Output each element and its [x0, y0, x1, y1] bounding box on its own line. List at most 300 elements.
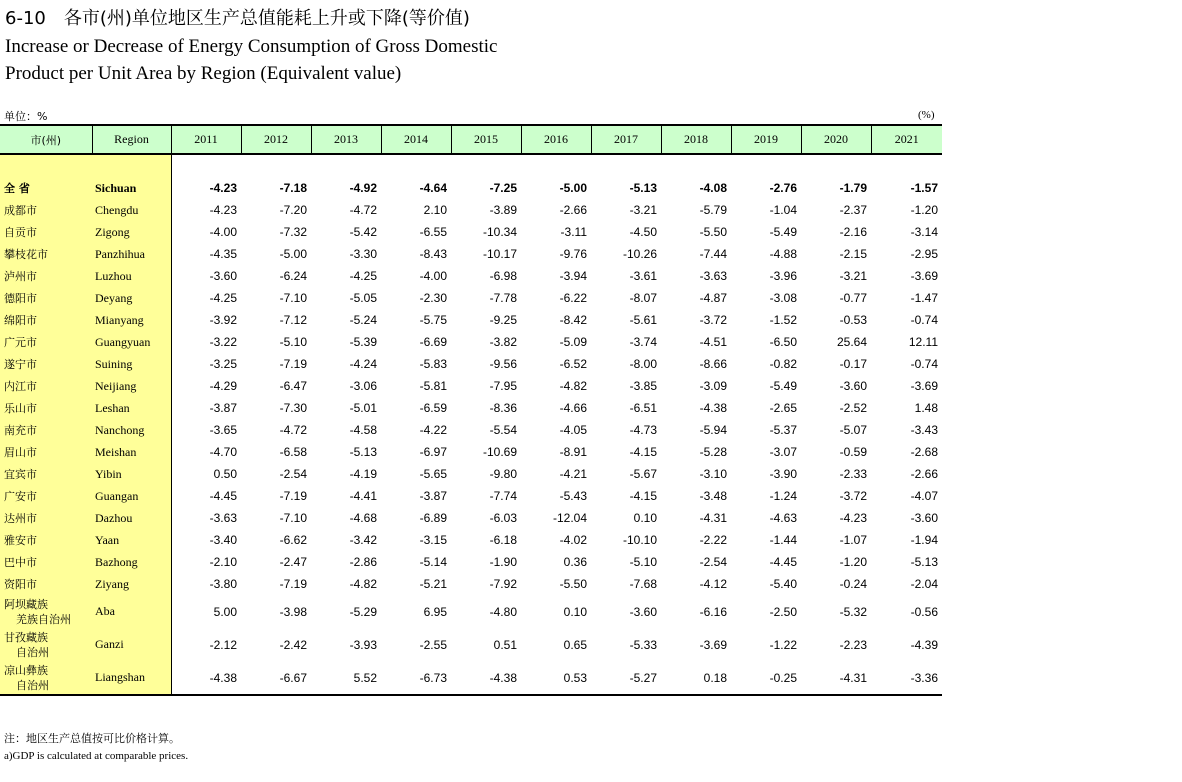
- region-name-cn: 内江市: [0, 375, 92, 397]
- value-cell: -4.82: [349, 577, 377, 591]
- title-en-line1: Increase or Decrease of Energy Consumption of Gross Domestic: [5, 36, 498, 57]
- region-name-en: Aba: [92, 595, 171, 628]
- spacer-cell: [871, 154, 942, 177]
- region-name-en: Panzhihua: [92, 243, 171, 265]
- value-cell: 0.65: [563, 637, 587, 652]
- value-cell: -3.11: [560, 225, 587, 239]
- region-name-en: Mianyang: [92, 309, 171, 331]
- value-cell: -3.36: [871, 661, 942, 695]
- value-cell: -2.66: [910, 467, 938, 481]
- value-cell: -3.21: [839, 269, 867, 283]
- table-row: [0, 375, 942, 397]
- value-cell: -3.09: [699, 379, 727, 393]
- value-cell: -4.39: [910, 637, 938, 652]
- region-name-cn: 资阳市: [0, 573, 92, 595]
- value-cell: -3.96: [769, 269, 797, 283]
- value-cell: -1.20: [910, 203, 938, 217]
- value-cell: -3.60: [209, 269, 237, 283]
- value-cell: -4.07: [910, 489, 938, 503]
- value-cell: -6.97: [419, 445, 447, 459]
- value-cell: -3.48: [699, 489, 727, 503]
- region-name-cn-line2: 羌族自治州: [16, 612, 71, 626]
- table-row: [0, 573, 942, 595]
- value-cell: -5.01: [349, 401, 377, 415]
- value-cell: -4.21: [559, 467, 587, 481]
- value-cell: -5.32: [839, 604, 867, 619]
- table-row: [0, 529, 942, 551]
- region-name-en: Yaan: [92, 529, 171, 551]
- value-cell: -8.42: [559, 313, 587, 327]
- table-row: [0, 199, 942, 221]
- value-cell: -6.24: [279, 269, 307, 283]
- value-cell: -6.47: [279, 379, 307, 393]
- value-cell: -4.38: [171, 661, 241, 695]
- value-cell: 0.51: [493, 637, 517, 652]
- value-cell: -6.67: [241, 661, 311, 695]
- value-cell: -4.80: [489, 604, 517, 619]
- region-name-cn: [0, 595, 92, 628]
- value-cell: -4.64: [419, 181, 447, 195]
- value-cell: -3.08: [769, 291, 797, 305]
- value-cell: -2.15: [839, 247, 867, 261]
- value-cell: -2.23: [839, 637, 867, 652]
- region-name-cn: 宜宾市: [0, 463, 92, 485]
- value-cell: -4.38: [699, 401, 727, 415]
- region-name-en: Dazhou: [92, 507, 171, 529]
- value-cell: -6.69: [419, 335, 447, 349]
- value-cell: -4.73: [629, 423, 657, 437]
- value-cell: -2.37: [839, 203, 867, 217]
- value-cell: -4.72: [349, 203, 377, 217]
- value-cell: -3.42: [349, 533, 377, 547]
- value-cell: -0.53: [839, 313, 867, 327]
- region-name-cn-line1: 凉山彝族: [4, 663, 48, 677]
- region-name-en: Liangshan: [92, 661, 171, 695]
- table-row: [0, 287, 942, 309]
- spacer-cell: [241, 154, 311, 177]
- value-cell: -4.41: [349, 489, 377, 503]
- value-cell: -4.45: [769, 555, 797, 569]
- table-row: [0, 397, 942, 419]
- value-cell: -9.76: [559, 247, 587, 261]
- value-cell: -4.00: [419, 269, 447, 283]
- value-cell: -6.62: [279, 533, 307, 547]
- value-cell: -4.15: [629, 445, 657, 459]
- value-cell: -4.19: [349, 467, 377, 481]
- region-name-en: Meishan: [92, 441, 171, 463]
- region-name-en: Nanchong: [92, 419, 171, 441]
- region-name-cn: [0, 628, 92, 661]
- value-cell: -1.20: [839, 555, 867, 569]
- value-cell: -6.55: [419, 225, 447, 239]
- value-cell: 1.48: [914, 401, 938, 415]
- value-cell: -4.23: [839, 511, 867, 525]
- value-cell: -5.50: [699, 225, 727, 239]
- table-row: [0, 331, 942, 353]
- header-year: 2019: [731, 125, 801, 154]
- region-name-cn-line2: 自治州: [16, 645, 49, 659]
- spacer-cell: [801, 154, 871, 177]
- table-row: [0, 419, 942, 441]
- table-row: [0, 441, 942, 463]
- value-cell: -3.60: [839, 379, 867, 393]
- value-cell: -5.49: [769, 379, 797, 393]
- value-cell: -1.07: [839, 533, 867, 547]
- value-cell: -2.52: [839, 401, 867, 415]
- value-cell: -7.74: [489, 489, 517, 503]
- footnote-en: a)GDP is calculated at comparable prices.: [4, 750, 189, 762]
- value-cell: -4.66: [559, 401, 587, 415]
- header-year: 2017: [591, 125, 661, 154]
- value-cell: -2.68: [910, 445, 938, 459]
- value-cell: -6.59: [419, 401, 447, 415]
- value-cell: -2.86: [349, 555, 377, 569]
- value-cell: -2.50: [769, 604, 797, 619]
- value-cell: -5.79: [699, 203, 727, 217]
- value-cell: -5.49: [769, 225, 797, 239]
- spacer-cell: [381, 154, 451, 177]
- value-cell: -8.00: [629, 357, 657, 371]
- value-cell: -3.40: [209, 533, 237, 547]
- header-year: 2014: [381, 125, 451, 154]
- region-name-cn-line1: 阿坝藏族: [4, 597, 48, 611]
- value-cell: -4.08: [699, 181, 727, 195]
- value-cell: -5.50: [559, 577, 587, 591]
- value-cell: -4.92: [349, 181, 377, 195]
- value-cell: -6.52: [559, 357, 587, 371]
- value-cell: 6.95: [423, 604, 447, 619]
- table-row: [0, 177, 942, 199]
- value-cell: -6.03: [489, 511, 517, 525]
- value-cell: -5.07: [839, 423, 867, 437]
- spacer-cell: [731, 154, 801, 177]
- value-cell: -6.22: [559, 291, 587, 305]
- value-cell: -4.63: [769, 511, 797, 525]
- page-title-cn: [5, 4, 470, 30]
- value-cell: -6.89: [419, 511, 447, 525]
- value-cell: -10.26: [622, 247, 657, 261]
- value-cell: -0.24: [839, 577, 867, 591]
- value-cell: -5.13: [349, 445, 377, 459]
- table-row: [0, 551, 942, 573]
- value-cell: -4.00: [209, 225, 237, 239]
- value-cell: -4.05: [559, 423, 587, 437]
- table-row: [0, 221, 942, 243]
- value-cell: -7.95: [489, 379, 517, 393]
- value-cell: -2.16: [839, 225, 867, 239]
- value-cell: -7.32: [279, 225, 307, 239]
- value-cell: -3.74: [629, 335, 657, 349]
- region-name-cn: 泸州市: [0, 265, 92, 287]
- value-cell: -3.10: [699, 467, 727, 481]
- value-cell: -4.22: [419, 423, 447, 437]
- spacer-cell: [661, 154, 731, 177]
- spacer-cell: [451, 154, 521, 177]
- value-cell: 0.36: [563, 555, 587, 569]
- value-cell: -7.18: [279, 181, 307, 195]
- value-cell: -4.15: [629, 489, 657, 503]
- value-cell: -5.00: [559, 181, 587, 195]
- value-cell: -5.09: [559, 335, 587, 349]
- value-cell: -4.35: [209, 247, 237, 261]
- value-cell: -7.19: [279, 489, 307, 503]
- value-cell: -3.25: [209, 357, 237, 371]
- value-cell: -2.65: [769, 401, 797, 415]
- value-cell: -3.89: [489, 203, 517, 217]
- spacer-cell: [171, 154, 241, 177]
- region-name-en: Leshan: [92, 397, 171, 419]
- value-cell: -2.76: [769, 181, 797, 195]
- value-cell: -7.10: [279, 511, 307, 525]
- value-cell: -0.25: [731, 661, 801, 695]
- region-name-cn: 巴中市: [0, 551, 92, 573]
- region-name-cn: 达州市: [0, 507, 92, 529]
- value-cell: -1.24: [769, 489, 797, 503]
- value-cell: -2.12: [209, 637, 237, 652]
- value-cell: -3.43: [910, 423, 938, 437]
- table-row: [0, 628, 942, 661]
- value-cell: -5.28: [699, 445, 727, 459]
- value-cell: 0.53: [521, 661, 591, 695]
- value-cell: -2.42: [279, 637, 307, 652]
- value-cell: -12.04: [552, 511, 587, 525]
- value-cell: -4.51: [699, 335, 727, 349]
- value-cell: -3.72: [839, 489, 867, 503]
- value-cell: -6.50: [769, 335, 797, 349]
- value-cell: -6.16: [699, 604, 727, 619]
- value-cell: -0.59: [839, 445, 867, 459]
- value-cell: 0.10: [563, 604, 587, 619]
- value-cell: -10.69: [482, 445, 517, 459]
- value-cell: -4.31: [801, 661, 871, 695]
- value-cell: -2.66: [559, 203, 587, 217]
- spacer-cell: [591, 154, 661, 177]
- value-cell: -10.34: [482, 225, 517, 239]
- value-cell: 0.18: [661, 661, 731, 695]
- value-cell: -7.10: [279, 291, 307, 305]
- value-cell: -7.78: [489, 291, 517, 305]
- region-name-en: Luzhou: [92, 265, 171, 287]
- value-cell: -4.24: [349, 357, 377, 371]
- value-cell: -5.39: [349, 335, 377, 349]
- region-name-cn: 攀枝花市: [0, 243, 92, 265]
- value-cell: -7.19: [279, 577, 307, 591]
- value-cell: 2.10: [423, 203, 447, 217]
- value-cell: -3.60: [629, 604, 657, 619]
- region-name-cn: 广安市: [0, 485, 92, 507]
- value-cell: -3.80: [209, 577, 237, 591]
- region-name-cn: 自贡市: [0, 221, 92, 243]
- value-cell: -4.12: [699, 577, 727, 591]
- value-cell: -9.56: [489, 357, 517, 371]
- value-cell: -1.47: [910, 291, 938, 305]
- value-cell: -2.04: [910, 577, 938, 591]
- value-cell: -3.22: [209, 335, 237, 349]
- value-cell: -3.98: [279, 604, 307, 619]
- region-name-en: Guangan: [92, 485, 171, 507]
- value-cell: -1.90: [489, 555, 517, 569]
- value-cell: -4.82: [559, 379, 587, 393]
- region-name-en: Bazhong: [92, 551, 171, 573]
- value-cell: -5.81: [419, 379, 447, 393]
- value-cell: -0.74: [910, 313, 938, 327]
- value-cell: -5.13: [910, 555, 938, 569]
- value-cell: -5.54: [489, 423, 517, 437]
- value-cell: -5.27: [591, 661, 661, 695]
- value-cell: -3.85: [629, 379, 657, 393]
- region-name-en: Yibin: [92, 463, 171, 485]
- region-name-en: Chengdu: [92, 199, 171, 221]
- value-cell: -2.33: [839, 467, 867, 481]
- value-cell: -1.44: [769, 533, 797, 547]
- region-name-cn: 成都市: [0, 199, 92, 221]
- table-row: [0, 353, 942, 375]
- value-cell: -4.68: [349, 511, 377, 525]
- value-cell: -5.21: [419, 577, 447, 591]
- value-cell: -5.75: [419, 313, 447, 327]
- region-name-en: Ganzi: [92, 628, 171, 661]
- region-name-cn-line2: 自治州: [16, 678, 49, 692]
- header-year: 2012: [241, 125, 311, 154]
- value-cell: -3.87: [419, 489, 447, 503]
- region-name-cn: [0, 661, 92, 695]
- value-cell: -3.65: [209, 423, 237, 437]
- value-cell: -3.14: [910, 225, 938, 239]
- value-cell: -4.87: [699, 291, 727, 305]
- value-cell: -4.50: [629, 225, 657, 239]
- value-cell: -2.30: [419, 291, 447, 305]
- value-cell: -3.06: [349, 379, 377, 393]
- value-cell: -6.18: [489, 533, 517, 547]
- value-cell: -6.51: [629, 401, 657, 415]
- value-cell: -3.07: [769, 445, 797, 459]
- value-cell: -5.67: [629, 467, 657, 481]
- table-body: [0, 154, 942, 695]
- value-cell: -4.70: [209, 445, 237, 459]
- value-cell: -7.20: [279, 203, 307, 217]
- value-cell: -4.31: [699, 511, 727, 525]
- value-cell: -5.33: [629, 637, 657, 652]
- table-number: 6-10: [5, 8, 46, 29]
- value-cell: -5.83: [419, 357, 447, 371]
- region-name-cn: 遂宁市: [0, 353, 92, 375]
- region-name-cn-line1: 甘孜藏族: [4, 630, 48, 644]
- header-year: 2016: [521, 125, 591, 154]
- value-cell: -7.68: [629, 577, 657, 591]
- footnote-cn: 注：地区生产总值按可比价格计算。: [4, 732, 180, 745]
- value-cell: -1.79: [839, 181, 867, 195]
- value-cell: -5.61: [629, 313, 657, 327]
- value-cell: -1.22: [769, 637, 797, 652]
- value-cell: -5.94: [699, 423, 727, 437]
- value-cell: -5.14: [419, 555, 447, 569]
- table-row: [0, 309, 942, 331]
- value-cell: -4.72: [279, 423, 307, 437]
- value-cell: -7.25: [489, 181, 517, 195]
- value-cell: -0.82: [769, 357, 797, 371]
- value-cell: -8.66: [699, 357, 727, 371]
- value-cell: -2.10: [209, 555, 237, 569]
- region-name-cn: 广元市: [0, 331, 92, 353]
- value-cell: -1.94: [910, 533, 938, 547]
- value-cell: -3.30: [349, 247, 377, 261]
- region-name-cn: 南充市: [0, 419, 92, 441]
- value-cell: -3.61: [629, 269, 657, 283]
- value-cell: -10.10: [622, 533, 657, 547]
- region-name-en: Ziyang: [92, 573, 171, 595]
- value-cell: -2.47: [279, 555, 307, 569]
- title-text-cn: 各市(州)单位地区生产总值能耗上升或下降(等价值): [63, 8, 470, 29]
- value-cell: -2.22: [699, 533, 727, 547]
- value-cell: -0.77: [839, 291, 867, 305]
- value-cell: -3.90: [769, 467, 797, 481]
- value-cell: -7.92: [489, 577, 517, 591]
- header-region-en: Region: [92, 125, 171, 154]
- value-cell: -2.95: [910, 247, 938, 261]
- header-year: 2011: [171, 125, 241, 154]
- value-cell: -3.60: [910, 511, 938, 525]
- value-cell: -6.73: [381, 661, 451, 695]
- value-cell: -3.93: [349, 637, 377, 652]
- value-cell: -9.80: [489, 467, 517, 481]
- header-year: 2018: [661, 125, 731, 154]
- value-cell: 0.10: [633, 511, 657, 525]
- value-cell: -8.43: [419, 247, 447, 261]
- value-cell: -4.38: [451, 661, 521, 695]
- value-cell: -3.63: [209, 511, 237, 525]
- table-spacer-row: [0, 154, 942, 177]
- table-row: [0, 463, 942, 485]
- value-cell: -2.54: [279, 467, 307, 481]
- value-cell: -5.24: [349, 313, 377, 327]
- value-cell: -1.04: [769, 203, 797, 217]
- value-cell: -5.40: [769, 577, 797, 591]
- value-cell: 5.52: [311, 661, 381, 695]
- value-cell: -4.25: [209, 291, 237, 305]
- value-cell: -4.02: [559, 533, 587, 547]
- spacer-cell: [311, 154, 381, 177]
- region-name-en: Deyang: [92, 287, 171, 309]
- table-row: [0, 595, 942, 628]
- value-cell: -5.00: [279, 247, 307, 261]
- value-cell: -2.55: [419, 637, 447, 652]
- value-cell: -0.17: [839, 357, 867, 371]
- table-row: [0, 243, 942, 265]
- value-cell: -5.43: [559, 489, 587, 503]
- value-cell: -4.29: [209, 379, 237, 393]
- value-cell: -6.58: [279, 445, 307, 459]
- value-cell: -3.21: [629, 203, 657, 217]
- value-cell: -4.23: [209, 203, 237, 217]
- value-cell: -10.17: [482, 247, 517, 261]
- table-row: [0, 265, 942, 287]
- value-cell: 25.64: [836, 335, 867, 349]
- header-year: 2021: [871, 125, 942, 154]
- value-cell: 12.11: [908, 335, 938, 349]
- value-cell: -3.92: [209, 313, 237, 327]
- value-cell: -7.19: [279, 357, 307, 371]
- value-cell: -3.94: [559, 269, 587, 283]
- data-table-container: [0, 124, 942, 696]
- value-cell: -4.58: [349, 423, 377, 437]
- header-region-cn: 市(州): [0, 125, 92, 154]
- unit-label-cn: 单位：%: [4, 110, 48, 123]
- unit-label-en: (%): [918, 109, 935, 121]
- value-cell: 0.50: [213, 467, 237, 481]
- value-cell: -3.87: [209, 401, 237, 415]
- value-cell: -2.54: [699, 555, 727, 569]
- value-cell: -3.69: [910, 269, 938, 283]
